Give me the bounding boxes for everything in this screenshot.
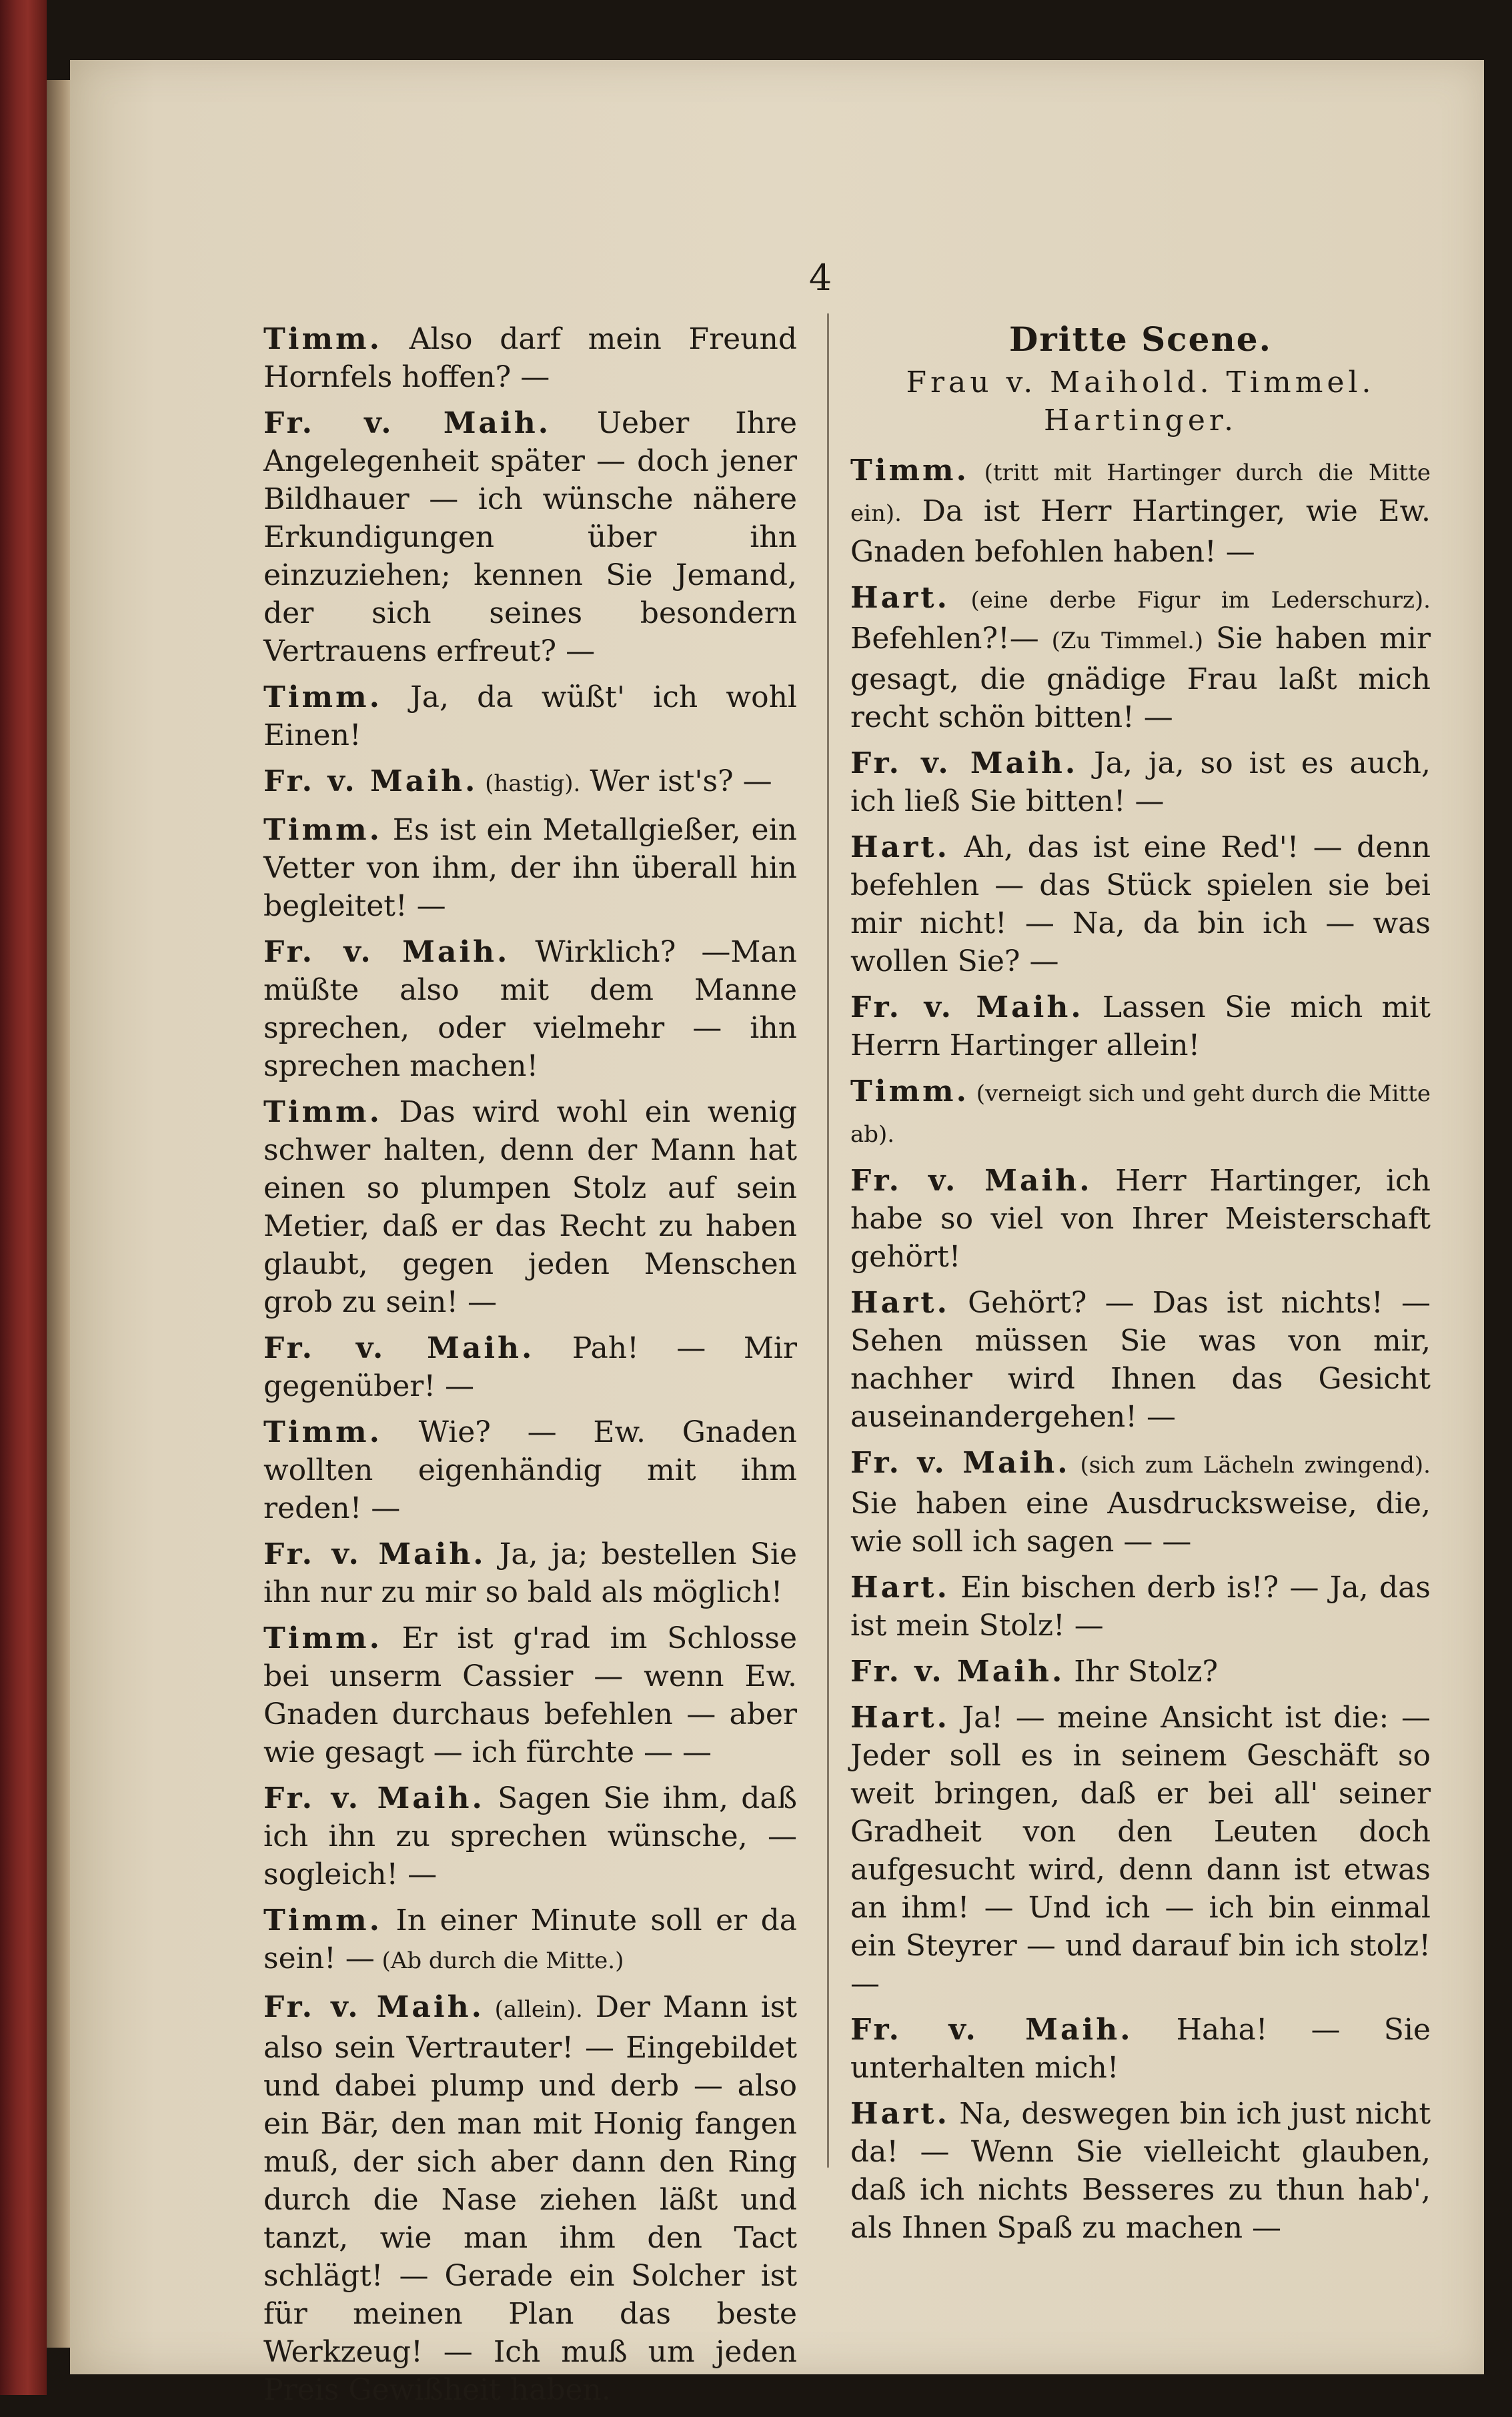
speaker-name: Hart. bbox=[850, 1701, 950, 1735]
line-text: Es ist ein Metallgießer, ein Vetter von ihm, der ihn überall hin begleitet! — bbox=[263, 813, 797, 923]
stage-direction: (hastig). bbox=[478, 770, 581, 797]
line-text: Wirklich? —Man müßte also mit dem Manne sprechen, oder vielmehr — ihn sprechen machen! bbox=[263, 935, 798, 1083]
line-text: Ah, das ist eine Red'! — denn befehlen — das Stück spielen sie bei mir nicht! — Na, da bin ich — was wollen Sie? — bbox=[850, 830, 1431, 978]
line-text: Wie? — Ew. Gnaden wollten eigenhändig mit ihm reden! — bbox=[263, 1415, 797, 1525]
line-text: Pah! — Mir gegenüber! — bbox=[263, 1331, 797, 1403]
dialogue-line bbox=[263, 320, 797, 396]
dialogue-line bbox=[263, 1535, 797, 1611]
dialogue-line bbox=[850, 452, 1431, 571]
speaker-name: Fr. v. Maih. bbox=[850, 2013, 1133, 2047]
dialogue-line bbox=[850, 1162, 1431, 1276]
column-divider bbox=[827, 313, 829, 2168]
speaker-name: Fr. v. Maih. bbox=[263, 1331, 535, 1365]
dialogue-line bbox=[850, 988, 1431, 1064]
line-text: Da ist Herr Hartinger, wie Ew. Gnaden befohlen haben! — bbox=[850, 494, 1431, 569]
dialogue-line bbox=[263, 1901, 797, 1980]
dialogue-line bbox=[850, 744, 1431, 820]
dialogue-line bbox=[850, 828, 1431, 980]
stage-direction: (sich zum Lächeln zwingend). bbox=[1070, 1452, 1431, 1479]
dialogue-line bbox=[263, 1329, 797, 1405]
speaker-name: Timm. bbox=[263, 680, 382, 714]
speaker-name: Fr. v. Maih. bbox=[850, 1164, 1092, 1198]
speaker-name: Fr. v. Maih. bbox=[263, 1990, 484, 2024]
speaker-name: Timm. bbox=[850, 454, 969, 488]
speaker-name: Timm. bbox=[263, 322, 382, 356]
page-number: 4 bbox=[808, 257, 832, 299]
stage-direction: (verneigt sich und geht durch die Mitte ab). bbox=[850, 1080, 1431, 1148]
speaker-name: Fr. v. Maih. bbox=[263, 935, 510, 969]
left-column bbox=[263, 320, 797, 2417]
dialogue-line bbox=[263, 762, 797, 803]
line-text: Befehlen?!— bbox=[850, 622, 1052, 656]
stage-direction: (Ab durch die Mitte.) bbox=[374, 1947, 624, 1974]
dialogue-line bbox=[263, 1988, 797, 2409]
dialogue-line bbox=[263, 1413, 797, 1527]
speaker-name: Hart. bbox=[850, 830, 950, 864]
dialogue-line bbox=[263, 1779, 797, 1893]
speaker-name: Hart. bbox=[850, 581, 950, 615]
speaker-name: Fr. v. Maih. bbox=[263, 1781, 485, 1815]
line-text: Er ist g'rad im Schlosse bei unserm Cassier — wenn Ew. Gnaden durchaus befehlen — aber wie gesagt — ich fürchte — — bbox=[263, 1621, 797, 1769]
speaker-name: Fr. v. Maih. bbox=[850, 990, 1084, 1024]
speaker-name: Hart. bbox=[850, 2097, 950, 2131]
line-text: Der Mann ist also sein Vertrauter! — Eingebildet und dabei plump und derb — also ein Bär, den man mit Honig fangen muß, der sich aber dann den Ring durch die Nase ziehen läßt und tanzt, wie man ihm den Tact schlägt! — Gerade ein Solcher ist für meinen Plan das beste Werkzeug! — Ich muß um jeden Preis Gewißheit haben. bbox=[263, 1990, 797, 2407]
dialogue-line bbox=[850, 2095, 1431, 2247]
stage-direction: (eine derbe Figur im Lederschurz). bbox=[949, 587, 1431, 614]
page-edges bbox=[47, 80, 73, 2348]
dialogue-line bbox=[263, 678, 797, 754]
line-text: Lassen Sie mich mit Herrn Hartinger allein! bbox=[850, 990, 1431, 1062]
speaker-name: Timm. bbox=[850, 1074, 969, 1108]
speaker-name: Timm. bbox=[263, 1903, 382, 1937]
speaker-name: Fr. v. Maih. bbox=[263, 406, 552, 440]
line-text: Sie haben eine Ausdrucksweise, die, wie soll ich sagen — — bbox=[850, 1487, 1431, 1559]
line-text: Ueber Ihre Angelegenheit später — doch jener Bildhauer — ich wünsche nähere Erkundigungen über ihn einzuziehen; kennen Sie Jemand, der sich seines besondern Vertrauens erfreut? — bbox=[263, 406, 798, 668]
stage-direction: (allein). bbox=[484, 1996, 583, 2023]
line-text: Sie haben mir gesagt, die gnädige Frau laßt mich recht schön bitten! — bbox=[850, 622, 1431, 734]
speaker-name: Fr. v. Maih. bbox=[850, 746, 1078, 780]
line-text: Ein bischen derb is!? — Ja, das ist mein Stolz! — bbox=[850, 1571, 1431, 1643]
dialogue-line bbox=[850, 1444, 1431, 1561]
speaker-name: Timm. bbox=[263, 1621, 382, 1655]
book-spine bbox=[0, 0, 47, 2395]
speaker-name: Timm. bbox=[263, 813, 382, 847]
line-text: Wer ist's? — bbox=[580, 764, 772, 798]
dialogue-line bbox=[850, 579, 1431, 736]
dialogue-line bbox=[850, 1653, 1431, 1691]
speaker-name: Fr. v. Maih. bbox=[263, 1537, 486, 1571]
line-text: Ja, ja, so ist es auch, ich ließ Sie bitten! — bbox=[850, 746, 1431, 818]
stage-direction: (Zu Timmel.) bbox=[1051, 628, 1204, 654]
line-text: Gehört? — Das ist nichts! — Sehen müssen Sie was von mir, nachher wird Ihnen das Gesicht auseinandergehen! — bbox=[850, 1286, 1431, 1434]
line-text: Ja! — meine Ansicht ist die: — Jeder soll es in seinem Geschäft so weit bringen, daß er bei all' seiner Gradheit von den Leuten doch aufgesucht wird, denn dann ist etwas an ihm! — Und ich — ich bin einmal ein Steyrer — und darauf bin ich stolz! — bbox=[850, 1701, 1431, 2001]
dialogue-line bbox=[850, 1072, 1431, 1154]
line-text: In einer Minute soll er da sein! — bbox=[263, 1903, 797, 1975]
dialogue-line bbox=[850, 2011, 1431, 2087]
line-text: Herr Hartinger, ich habe so viel von Ihrer Meisterschaft gehört! bbox=[850, 1164, 1431, 1274]
dialogue-line bbox=[263, 933, 797, 1085]
dialogue-line bbox=[850, 1569, 1431, 1645]
line-text: Also darf mein Freund Hornfels hoffen? — bbox=[263, 322, 797, 394]
right-column bbox=[850, 320, 1431, 2255]
dialogue-line bbox=[850, 1699, 1431, 2003]
scene-title: Dritte Scene. bbox=[1008, 319, 1273, 359]
speaker-name: Fr. v. Maih. bbox=[850, 1446, 1070, 1480]
speaker-name: Fr. v. Maih. bbox=[263, 764, 478, 798]
cast-list: Frau v. Maihold. Timmel. Hartinger. bbox=[906, 365, 1375, 438]
speaker-name: Timm. bbox=[263, 1095, 382, 1129]
dialogue-line bbox=[263, 1619, 797, 1771]
dialogue-line bbox=[263, 811, 797, 925]
line-text: Na, deswegen bin ich just nicht da! — Wenn Sie vielleicht glauben, daß ich nichts Besseres zu thun hab', als Ihnen Spaß zu machen — bbox=[850, 2097, 1431, 2245]
stage-direction: (tritt mit Hartinger durch die Mitte ein). bbox=[850, 460, 1431, 527]
line-text: Ja, da wüßt' ich wohl Einen! bbox=[263, 680, 797, 752]
dialogue-line bbox=[263, 404, 797, 670]
speaker-name: Hart. bbox=[850, 1286, 950, 1320]
dialogue-line bbox=[263, 1093, 797, 1321]
dialogue-line bbox=[850, 1284, 1431, 1436]
right-dialogue bbox=[850, 452, 1431, 2247]
speaker-name: Hart. bbox=[850, 1571, 950, 1605]
line-text: Ihr Stolz? bbox=[1064, 1655, 1219, 1689]
line-text: Haha! — Sie unterhalten mich! bbox=[850, 2013, 1431, 2085]
line-text: Ja, ja; bestellen Sie ihn nur zu mir so bald als möglich! bbox=[263, 1537, 797, 1609]
line-text: Das wird wohl ein wenig schwer halten, denn der Mann hat einen so plumpen Stolz auf sein Metier, daß er das Recht zu haben glaubt, gegen jeden Menschen grob zu sein! — bbox=[263, 1095, 797, 1319]
line-text: Sagen Sie ihm, daß ich ihn zu sprechen wünsche, — sogleich! — bbox=[263, 1781, 797, 1891]
speaker-name: Fr. v. Maih. bbox=[850, 1655, 1065, 1689]
speaker-name: Timm. bbox=[263, 1415, 382, 1449]
